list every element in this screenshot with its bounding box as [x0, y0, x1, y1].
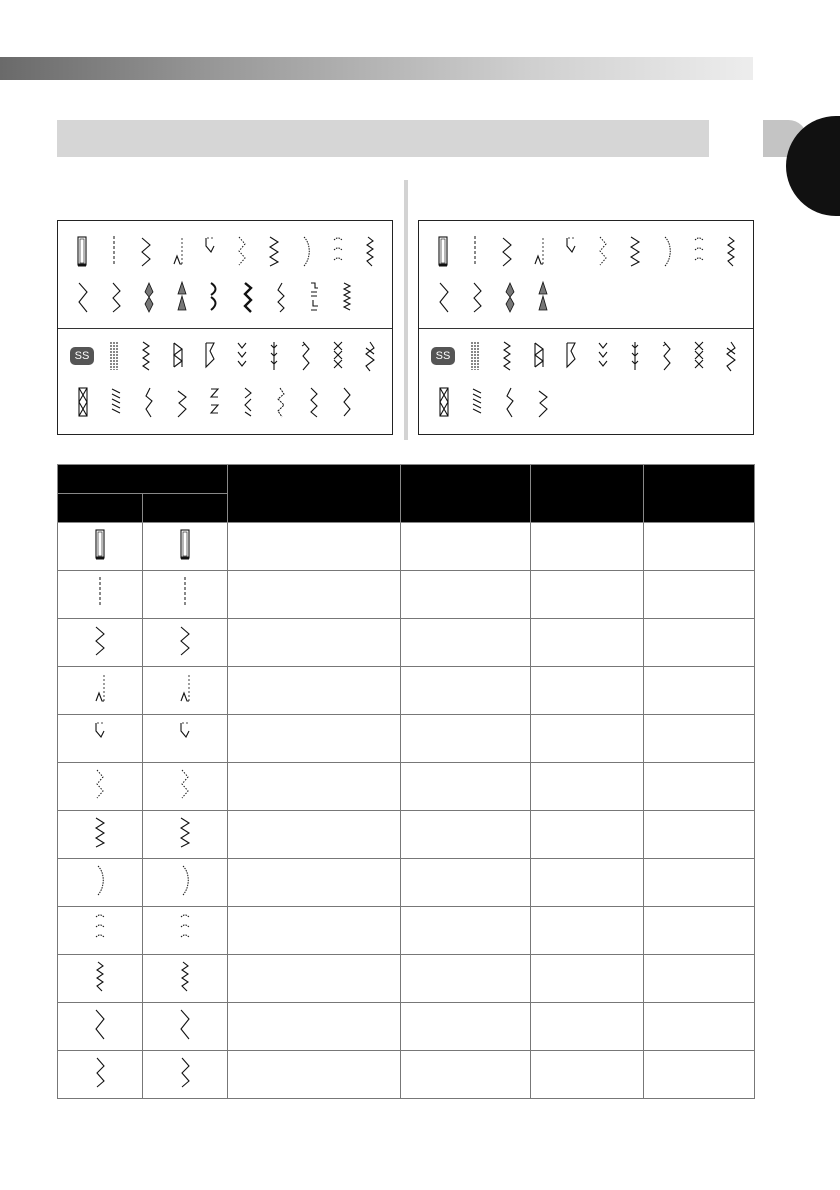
- stitch-cell: [493, 275, 526, 319]
- curve-stitch-icon: [178, 863, 192, 897]
- stitch-cell: [162, 334, 194, 378]
- straight-stitch-icon: [468, 234, 482, 268]
- header-col5: [531, 465, 644, 523]
- stitch-cell: [66, 380, 99, 424]
- stitch-row: [66, 380, 386, 424]
- table-cell: [401, 1051, 531, 1099]
- stitch-cell: [491, 334, 523, 378]
- stitch-cell: [683, 334, 715, 378]
- stitch-cell: [715, 229, 747, 273]
- zig-open-stitch-icon: [178, 1055, 192, 1089]
- table-cell: [401, 1003, 531, 1051]
- header-col2: [143, 494, 228, 523]
- zig-open-stitch-icon: [470, 280, 484, 314]
- stitch-row: [66, 275, 386, 319]
- feather2-stitch-icon: [109, 385, 123, 419]
- zig-bold-stitch-icon: [175, 385, 189, 419]
- stitch-cell: [354, 229, 386, 273]
- cross-stitch-icon: [692, 339, 706, 373]
- zigzag-band-stitch-icon: [139, 339, 153, 373]
- table-cell: [531, 571, 644, 619]
- zig-open-stitch-icon: [93, 1055, 107, 1089]
- stitch-name-cell: [228, 667, 401, 715]
- stitch-cell: [322, 229, 354, 273]
- stitch-cell: [619, 229, 651, 273]
- table-cell: [401, 715, 531, 763]
- bh-stitch-icon: [93, 527, 107, 561]
- table-row: [58, 811, 755, 859]
- table-cell: [644, 571, 755, 619]
- table-cell: [531, 955, 644, 1003]
- table-cell: [401, 619, 531, 667]
- table-cell: [531, 811, 644, 859]
- table-cell: [531, 523, 644, 571]
- stitch-cell: [354, 334, 386, 378]
- stitch-row: [66, 229, 386, 273]
- header-col6: [644, 465, 755, 523]
- table-cell: [401, 523, 531, 571]
- table-cell: [644, 1003, 755, 1051]
- stitch-cell: [587, 334, 619, 378]
- bars-stitch-icon: [107, 339, 121, 373]
- table-row: [58, 859, 755, 907]
- stitch-icon-cell: [143, 1003, 228, 1051]
- table-cell: [401, 907, 531, 955]
- stitch-cell: [715, 334, 747, 378]
- stitch-cell: [322, 334, 354, 378]
- blind-l-stitch-icon: [171, 234, 185, 268]
- stitch-cell: [651, 229, 683, 273]
- table-cell: [531, 907, 644, 955]
- panel-separator: [58, 328, 392, 329]
- table-row: [58, 955, 755, 1003]
- stitch-cell: [165, 275, 198, 319]
- stitch-icon-cell: [58, 859, 143, 907]
- stitch-name-cell: [228, 1051, 401, 1099]
- satin-stitch-icon: [241, 280, 255, 314]
- stitch-cell: [493, 380, 526, 424]
- stitch-icon-cell: [143, 619, 228, 667]
- stitch-cell: [198, 275, 231, 319]
- table-cell: [644, 667, 755, 715]
- table-cell: [531, 1003, 644, 1051]
- table-row: [58, 1051, 755, 1099]
- zig-bold-stitch-icon: [536, 385, 550, 419]
- wave-dotted-stitch-icon: [178, 911, 192, 945]
- stitch-cell: [427, 275, 460, 319]
- stitch-icon-cell: [58, 571, 143, 619]
- stitch-icon-cell: [58, 667, 143, 715]
- zig-small-stitch-icon: [93, 959, 107, 993]
- stitch-cell: [523, 334, 555, 378]
- stitch-cell: [651, 334, 683, 378]
- table-cell: [401, 859, 531, 907]
- stitch-cell: [331, 275, 364, 319]
- blind-l-stitch-icon: [178, 671, 192, 705]
- stitch-cell: [231, 380, 264, 424]
- straight-stitch-icon: [178, 575, 192, 609]
- stitch-icon-cell: [58, 1051, 143, 1099]
- stitch-table: [57, 464, 755, 1099]
- stitch-icon-cell: [143, 859, 228, 907]
- diamond-stitch-icon: [503, 280, 517, 314]
- stitch-cell: [491, 229, 523, 273]
- table-cell: [644, 523, 755, 571]
- zig-alt-stitch-icon: [142, 385, 156, 419]
- table-cell: [401, 955, 531, 1003]
- stitch-name-cell: [228, 571, 401, 619]
- stitch-row: [427, 334, 747, 378]
- stitch-name-cell: [228, 619, 401, 667]
- z-zag-stitch-icon: [208, 385, 222, 419]
- table-cell: [644, 763, 755, 811]
- ladder-stitch-icon: [307, 280, 321, 314]
- stitch-icon-cell: [58, 1003, 143, 1051]
- ss-badge: SS: [431, 347, 455, 365]
- stitch-cell: [298, 275, 331, 319]
- blind-r-stitch-icon: [93, 719, 107, 753]
- zigzag-band-stitch-icon: [500, 339, 514, 373]
- table-cell: [531, 619, 644, 667]
- stitch-name-cell: [228, 523, 401, 571]
- stitch-cell: [265, 380, 298, 424]
- stitch-cell: [555, 334, 587, 378]
- zig-dotted-stitch-icon: [178, 767, 192, 801]
- table-cell: [531, 859, 644, 907]
- stitch-icon-cell: [143, 811, 228, 859]
- blind-r-stitch-icon: [564, 234, 578, 268]
- stitch-cell: [98, 229, 130, 273]
- zig-box2-stitch-icon: [564, 339, 578, 373]
- table-cell: [401, 667, 531, 715]
- wave-dotted-stitch-icon: [331, 234, 345, 268]
- zig-triple-stitch-icon: [267, 234, 281, 268]
- stitch-cell: [194, 334, 226, 378]
- zig-dotted-stitch-icon: [596, 234, 610, 268]
- header-col1: [58, 494, 143, 523]
- section-title-pill: [57, 120, 727, 157]
- table-cell: [644, 859, 755, 907]
- stitch-cell: [165, 380, 198, 424]
- stitch-name-cell: [228, 955, 401, 1003]
- box-x-stitch-icon: [76, 385, 90, 419]
- table-cell: [401, 763, 531, 811]
- header-stitch-group: [58, 465, 228, 494]
- zig-box-stitch-icon: [171, 339, 185, 373]
- zig-sm2-stitch-icon: [307, 385, 321, 419]
- stitch-cell: [226, 334, 258, 378]
- zig-stitch-icon: [93, 623, 107, 657]
- bh-stitch-icon: [178, 527, 192, 561]
- zz-dash-stitch-icon: [299, 339, 313, 373]
- stitch-cell: [459, 229, 491, 273]
- stitch-cell: [258, 334, 290, 378]
- stitch-icon-cell: [58, 523, 143, 571]
- zig-box-stitch-icon: [532, 339, 546, 373]
- header-stitch-name: [228, 465, 401, 523]
- stitch-icon-cell: [143, 667, 228, 715]
- table-row: [58, 523, 755, 571]
- stitch-name-cell: [228, 763, 401, 811]
- table-cell: [531, 667, 644, 715]
- section-bar-gap: [709, 120, 747, 157]
- zig-dotted-stitch-icon: [93, 767, 107, 801]
- table-cell: [531, 763, 644, 811]
- curve-stitch-icon: [93, 863, 107, 897]
- zig-open-stitch-icon: [109, 280, 123, 314]
- straight-stitch-icon: [93, 575, 107, 609]
- fern-stitch-icon: [267, 339, 281, 373]
- table-cell: [644, 1051, 755, 1099]
- stitch-cell: [132, 275, 165, 319]
- ss-badge: SS: [70, 347, 94, 365]
- table-cell: [644, 619, 755, 667]
- feather-stitch-icon: [724, 339, 738, 373]
- curve-stitch-icon: [660, 234, 674, 268]
- section-title-bar: [57, 120, 751, 157]
- arrow-stitch-icon: [175, 280, 189, 314]
- zig-small-stitch-icon: [724, 234, 738, 268]
- wave-dotted-stitch-icon: [93, 911, 107, 945]
- zig-small-stitch-icon: [178, 959, 192, 993]
- stitch-cell: [66, 334, 98, 378]
- table-cell: [644, 955, 755, 1003]
- stitch-cell: [427, 380, 460, 424]
- stitch-name-cell: [228, 907, 401, 955]
- chevrons-stitch-icon: [235, 339, 249, 373]
- stitch-cell: [265, 275, 298, 319]
- stitch-icon-cell: [143, 715, 228, 763]
- stitch-cell: [258, 229, 290, 273]
- stitch-icon-cell: [58, 715, 143, 763]
- zig-small-stitch-icon: [363, 234, 377, 268]
- zig-stitch-icon: [500, 234, 514, 268]
- stitch-cell: [66, 275, 99, 319]
- table-cell: [531, 715, 644, 763]
- bh-stitch-icon: [75, 234, 89, 268]
- stitch-cell: [427, 229, 459, 273]
- zig-triple-stitch-icon: [93, 815, 107, 849]
- stitch-cell: [130, 229, 162, 273]
- table-cell: [644, 715, 755, 763]
- table-row: [58, 571, 755, 619]
- stitch-name-cell: [228, 811, 401, 859]
- zig-box2-stitch-icon: [203, 339, 217, 373]
- table-row: [58, 763, 755, 811]
- table-row: [58, 619, 755, 667]
- stitch-cell: [194, 229, 226, 273]
- arrow-stitch-icon: [536, 280, 550, 314]
- zz-dash-stitch-icon: [660, 339, 674, 373]
- zig-stitch-icon: [178, 623, 192, 657]
- ric-stitch-icon: [340, 280, 354, 314]
- stitch-panel-left: [57, 220, 393, 435]
- box-x-stitch-icon: [437, 385, 451, 419]
- stitch-row: [427, 380, 747, 424]
- stitch-cell: [427, 334, 459, 378]
- stitch-cell: [587, 229, 619, 273]
- stitch-cell: [619, 334, 651, 378]
- zig-wide-stitch-icon: [76, 280, 90, 314]
- diamond-stitch-icon: [142, 280, 156, 314]
- stitch-cell: [98, 334, 130, 378]
- feather-stitch-icon: [363, 339, 377, 373]
- stitch-icon-cell: [58, 955, 143, 1003]
- column-divider: [404, 180, 408, 440]
- stitch-cell: [331, 380, 364, 424]
- stitch-icon-cell: [58, 907, 143, 955]
- stitch-cell: [298, 380, 331, 424]
- stitch-icon-cell: [143, 523, 228, 571]
- zig-triple-stitch-icon: [178, 815, 192, 849]
- stitch-cell: [198, 380, 231, 424]
- stitch-cell: [526, 380, 559, 424]
- stitch-row: [427, 229, 747, 273]
- stitch-name-cell: [228, 1003, 401, 1051]
- zig-wide-stitch-icon: [93, 1007, 107, 1041]
- stitch-icon-cell: [143, 571, 228, 619]
- chevrons-stitch-icon: [596, 339, 610, 373]
- stitch-cell: [460, 275, 493, 319]
- scallop-stitch-icon: [208, 280, 222, 314]
- stitch-cell: [555, 229, 587, 273]
- stitch-cell: [231, 275, 264, 319]
- stitch-cell: [99, 275, 132, 319]
- zig-wide-stitch-icon: [437, 280, 451, 314]
- wave-dotted-stitch-icon: [692, 234, 706, 268]
- table-row: [58, 667, 755, 715]
- table-row: [58, 907, 755, 955]
- stitch-cell: [66, 229, 98, 273]
- stitch-cell: [130, 334, 162, 378]
- table-cell: [531, 1051, 644, 1099]
- zig-triple-stitch-icon: [628, 234, 642, 268]
- arrow-r-stitch-icon: [340, 385, 354, 419]
- stitch-name-cell: [228, 715, 401, 763]
- zig-dotted-stitch-icon: [235, 234, 249, 268]
- stitch-cell: [132, 380, 165, 424]
- stitch-cell: [460, 380, 493, 424]
- stitch-cell: [99, 380, 132, 424]
- blind-l-stitch-icon: [93, 671, 107, 705]
- stitch-cell: [523, 229, 555, 273]
- straight-stitch-icon: [107, 234, 121, 268]
- zig-wide-stitch-icon: [178, 1007, 192, 1041]
- table-cell: [401, 571, 531, 619]
- blind-r-stitch-icon: [178, 719, 192, 753]
- bars-stitch-icon: [468, 339, 482, 373]
- stitch-row: [66, 334, 386, 378]
- stitch-cell: [162, 229, 194, 273]
- table-cell: [644, 811, 755, 859]
- panel-separator: [419, 328, 753, 329]
- triple-tri-stitch-icon: [241, 385, 255, 419]
- stitch-icon-cell: [143, 955, 228, 1003]
- stitch-cell: [290, 229, 322, 273]
- feather2-stitch-icon: [470, 385, 484, 419]
- stitch-icon-cell: [143, 1051, 228, 1099]
- stitch-icon-cell: [58, 763, 143, 811]
- stitch-cell: [226, 229, 258, 273]
- header-col4: [401, 465, 531, 523]
- table-cell: [644, 907, 755, 955]
- fern-stitch-icon: [628, 339, 642, 373]
- zig-stitch-icon: [139, 234, 153, 268]
- stitch-name-cell: [228, 859, 401, 907]
- blind-l-stitch-icon: [532, 234, 546, 268]
- curve-stitch-icon: [299, 234, 313, 268]
- stitch-icon-cell: [58, 811, 143, 859]
- stitch-panel-right: [418, 220, 754, 435]
- zig-alt-stitch-icon: [503, 385, 517, 419]
- table-cell: [401, 811, 531, 859]
- stitch-icon-cell: [143, 763, 228, 811]
- stitch-cell: [683, 229, 715, 273]
- chapter-header-bar: [0, 57, 753, 80]
- table-row: [58, 715, 755, 763]
- stitch-cell: [526, 275, 559, 319]
- serp2-stitch-icon: [274, 385, 288, 419]
- stitch-icon-cell: [58, 619, 143, 667]
- blind-r-stitch-icon: [203, 234, 217, 268]
- table-row: [58, 1003, 755, 1051]
- stitch-cell: [459, 334, 491, 378]
- cross-stitch-icon: [331, 339, 345, 373]
- bh-stitch-icon: [436, 234, 450, 268]
- serpentine-stitch-icon: [274, 280, 288, 314]
- stitch-row: [427, 275, 747, 319]
- stitch-cell: [290, 334, 322, 378]
- stitch-icon-cell: [143, 907, 228, 955]
